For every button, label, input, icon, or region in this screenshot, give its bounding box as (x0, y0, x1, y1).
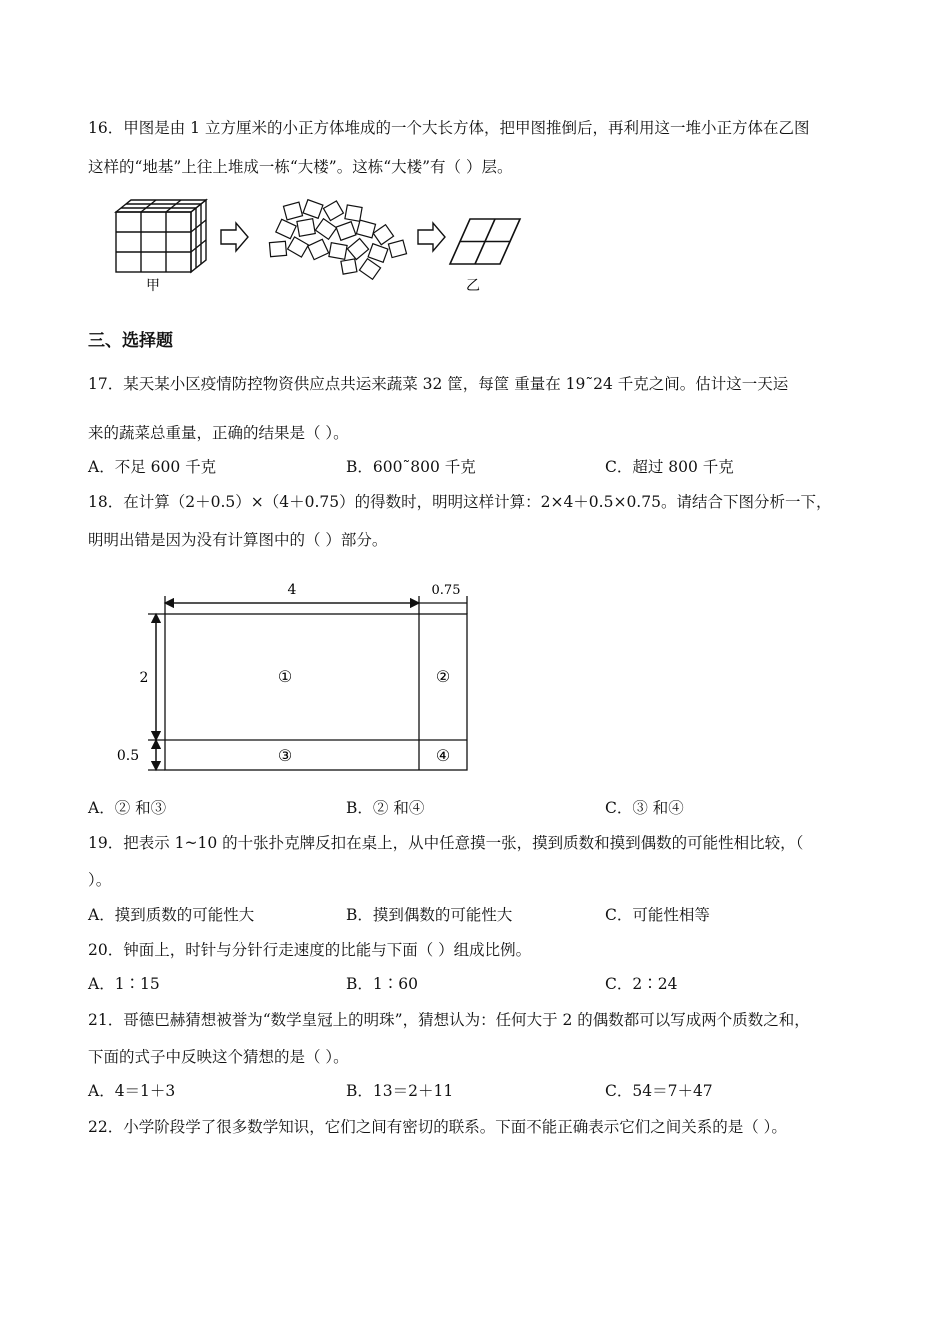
region-2: ② (435, 667, 451, 686)
q17-option-c[interactable]: C．超过 800 千克 (605, 458, 734, 476)
region-3: ③ (277, 746, 293, 765)
arrow-right-icon (221, 223, 248, 251)
q19-text-line2: ）。 (88, 871, 112, 889)
q21-option-b[interactable]: B．13＝2＋11 (346, 1082, 454, 1100)
q20-option-b[interactable]: B．1∶60 (346, 975, 418, 993)
q16-text-line1: 16．甲图是由 1 立方厘米的小正方体堆成的一个大长方体，把甲图推倒后，再利用这一堆小正方体在乙图 (88, 119, 810, 137)
section-title: 三、选择题 (88, 331, 173, 351)
q21-text-line1: 21．哥德巴赫猜想被誉为“数学皇冠上的明珠”，猜想认为：任何大于 2 的偶数都可以写成两个质数之和， (88, 1011, 810, 1029)
dim-top-075: 0.75 (431, 583, 461, 598)
q18-option-a[interactable]: A．② 和③ (88, 799, 167, 817)
q18-rectangle-figure (100, 572, 480, 782)
q21-option-c[interactable]: C．54＝7＋47 (605, 1082, 713, 1100)
region-4: ④ (435, 746, 451, 765)
q19-option-b[interactable]: B．摸到偶数的可能性大 (346, 906, 513, 924)
q17-text-line2: 来的蔬菜总重量，正确的结果是（ ）。 (88, 424, 349, 442)
q20-text-line1: 20．钟面上，时针与分针行走速度的比能与下面（ ）组成比例。 (88, 941, 532, 959)
arrow-right-icon (418, 223, 445, 251)
dim-left-2: 2 (139, 670, 149, 686)
q21-option-a[interactable]: A．4＝1＋3 (88, 1082, 176, 1100)
q19-option-c[interactable]: C．可能性相等 (605, 906, 710, 924)
dim-top-4: 4 (287, 582, 297, 598)
q17-text-line1: 17．某天某小区疫情防控物资供应点共运来蔬菜 32 筐，每筐 重量在 19˜24 千克之间。估计这一天运 (88, 375, 789, 393)
q17-option-b[interactable]: B．600˜800 千克 (346, 458, 476, 476)
label-yi: 乙 (466, 278, 480, 294)
q20-option-a[interactable]: A．1∶15 (88, 975, 160, 993)
base-yi (450, 219, 520, 264)
q18-text-line2: 明明出错是因为没有计算图中的（ ）部分。 (88, 531, 388, 549)
dim-left-05: 0.5 (116, 748, 140, 764)
cube-pile (269, 200, 406, 280)
q18-text-line1: 18．在计算（2＋0.5）×（4＋0.75）的得数时，明明这样计算：2×4＋0.5×0.75。请结合下图分析一下， (88, 493, 832, 511)
cuboid-jia (116, 200, 206, 272)
q18-option-c[interactable]: C．③ 和④ (605, 799, 684, 817)
q22-text-line1: 22．小学阶段学了很多数学知识，它们之间有密切的联系。下面不能正确表示它们之间关系的是（ ）。 (88, 1118, 787, 1136)
label-jia: 甲 (146, 278, 160, 294)
region-1: ① (277, 667, 293, 686)
q19-option-a[interactable]: A．摸到质数的可能性大 (88, 906, 255, 924)
q16-figure (100, 192, 540, 302)
q19-text-line1: 19．把表示 1~10 的十张扑克牌反扣在桌上，从中任意摸一张，摸到质数和摸到偶数的可能性相比较，（ (88, 834, 804, 852)
q20-option-c[interactable]: C．2∶24 (605, 975, 678, 993)
q21-text-line2: 下面的式子中反映这个猜想的是（ ）。 (88, 1048, 349, 1066)
q17-option-a[interactable]: A．不足 600 千克 (88, 458, 217, 476)
q18-option-b[interactable]: B．② 和④ (346, 799, 425, 817)
q16-text-line2: 这样的“地基”上往上堆成一栋“大楼”。这栋“大楼”有（ ）层。 (88, 158, 513, 176)
